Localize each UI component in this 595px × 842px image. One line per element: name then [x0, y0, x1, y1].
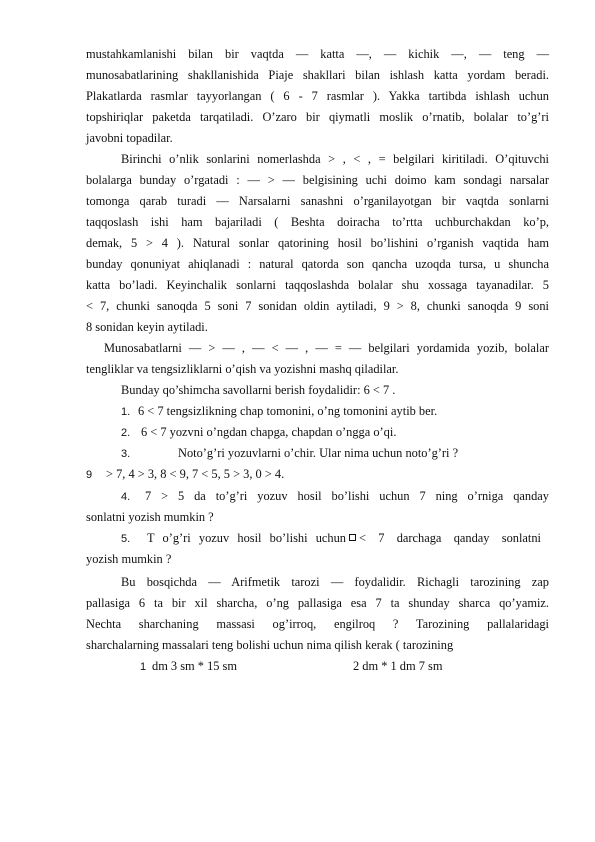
list-item-text: 7 > 5 da to’g’ri yozuv hosil bo’lishi uchun 7 ning o’rniga qanday — [145, 489, 549, 503]
list-item — [121, 488, 549, 506]
text-line: taqqoslash ishi ham bajariladi ( Beshta doiracha to’rtta uchburchakdan ko’p, — [86, 215, 549, 229]
text-line: Nechta sharchaning massasi og’irroq, engilroq ? Tarozining pallalaridagi — [86, 617, 549, 631]
list-item-text: T o’g’ri yozuv hosil bo’lishi uchun — [147, 531, 346, 545]
list-number: 4. — [121, 491, 131, 503]
list-item — [140, 658, 340, 676]
list-item — [121, 445, 549, 463]
list-number: 2. — [121, 427, 131, 439]
text-line: 2 dm * 1 dm 7 sm — [353, 659, 443, 673]
text-line: Bu bosqichda — Arifmetik tarozi — foydalidir. Richagli tarozining zap — [121, 575, 549, 589]
text-line: pallasiga 6 ta bir xil sharcha, o’ng pallasiga esa 7 ta shunday sharca qo’yamiz. — [86, 596, 549, 610]
list-item-text: 6 < 7 tengsizlikning chap tomonini, o’ng tomonini aytib ber. — [138, 404, 438, 418]
list-item-text: 6 < 7 yozvni o’ngdan chapga, chapdan o’ngga o’qi. — [141, 425, 397, 439]
text-line: yozish mumkin ? — [86, 552, 172, 566]
list-item-text: dm 3 sm * 15 sm — [152, 659, 238, 673]
text-line: topshiriqlar paketda tarqatiladi. O’zaro bir qiymatli moslik o’rnatib, bolalar to’g’ri — [86, 110, 549, 124]
text-line: bunday qonuniyat ahiqlanadi : natural qatorda son qancha uzoqda tursa, u shuncha — [86, 257, 549, 271]
text-line: katta bo’ladi. Keyinchalik sonlarni taqqoslashda bolalar shu xossaga tayanadilar. 5 — [86, 278, 549, 292]
text-line: javobni topadilar. — [86, 131, 173, 145]
text-line: tengliklar va tengsizliklarni o’qish va yozishni mashq qiladilar. — [86, 362, 399, 376]
list-number: 9 — [86, 469, 93, 481]
list-item — [86, 466, 549, 484]
text-line: sharchalarning massalari teng bolishi uchun nima qilish kerak ( tarozining — [86, 638, 454, 652]
list-item-text: Noto’g’ri yozuvlarni o’chir. Ular nima uchun noto’g’ri ? — [178, 446, 459, 460]
text-line: Munosabatlarni — > — , — < — , — = — belgilari yordamida yozib, bolalar — [104, 341, 549, 355]
list-item-text: > 7, 4 > 3, 8 < 9, 7 < 5, 5 > 3, 0 > 4. — [106, 467, 285, 481]
text-line: mustahkamlanishi bilan bir vaqtda — katta —, — kichik —, — teng — — [86, 47, 549, 61]
text-line: munosabatlarining shakllanishida Piaje shakllari bilan ishlash katta yordam beradi. — [86, 68, 549, 82]
text-line: demak, 5 > 4 ). Natural sonlar qatorining hosil bo’lishini o’rganish vaqtida ham — [86, 236, 549, 250]
list-number: 5. — [121, 533, 131, 545]
list-item — [121, 424, 549, 442]
list-item — [121, 403, 549, 421]
text-line: sonlatni yozish mumkin ? — [86, 510, 214, 524]
list-item-text: < 7 darchaga qanday sonlatni — [359, 531, 541, 545]
text-line: Bunday qo’shimcha savollarni berish foydalidir: 6 < 7 . — [121, 383, 396, 397]
blank-box-icon — [349, 534, 356, 541]
text-line: bolalarga bunday o’rgatadi : — > — belgisining uchi doimo kam sondagi narsalar — [86, 173, 549, 187]
text-line: 8 sonidan keyin aytiladi. — [86, 320, 208, 334]
list-number: 3. — [121, 448, 131, 460]
list-number: 1 — [140, 661, 147, 673]
text-line: tomonga qarab turadi — Narsalarni sanashni o’rganilayotgan bir vaqtda sonlarni — [86, 194, 549, 208]
text-line: Plakatlarda rasmlar tayyorlangan ( 6 - 7 rasmlar ). Yakka tartibda ishlash uchun — [86, 89, 549, 103]
list-item — [121, 530, 549, 548]
list-number: 1. — [121, 406, 131, 418]
text-line: Birinchi o’nlik sonlarini nomerlashda > , < , = belgilari kiritiladi. O’qituvchi — [121, 152, 549, 166]
text-line: < 7, chunki sanoqda 5 soni 7 sonidan oldin aytiladi, 9 > 8, chunki sanoqda 9 soni — [86, 299, 549, 313]
